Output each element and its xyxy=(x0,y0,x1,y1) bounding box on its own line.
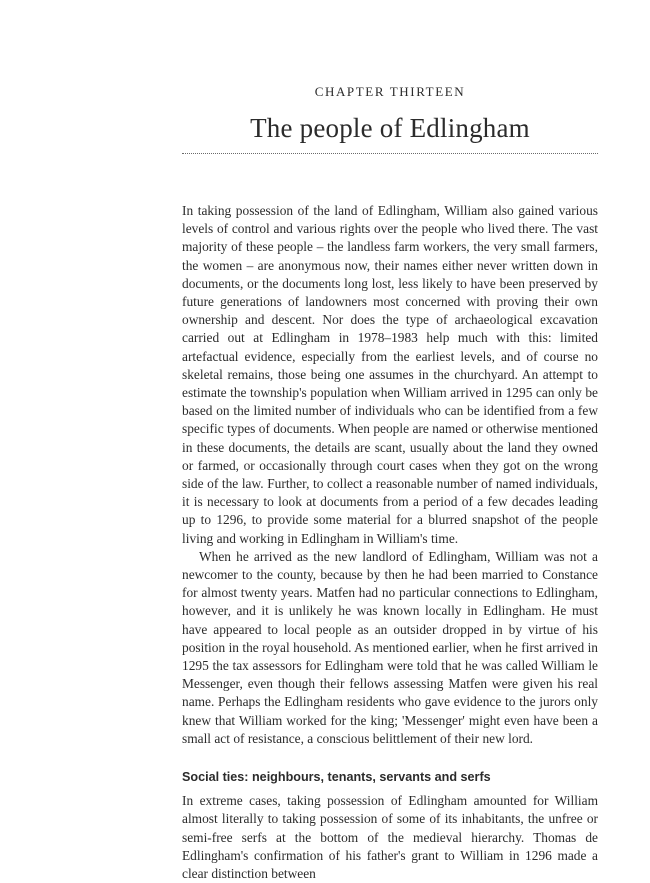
section-heading: Social ties: neighbours, tenants, servants and serfs xyxy=(182,770,491,785)
paragraph: When he arrived as the new landlord of Edlingham, William was not a newcomer to the county, because by then he had been married to Constance for almost twenty years. Matfen had no particular connections to Edlingham, however, and it is unlikely he was known locally in Edlingham. He must have appeared to local people as an outsider dropped in by virtue of his position in the royal household. As mentioned earlier, when he first arrived in 1295 the tax assessors for Edlingham were told that he was called William le Messenger, even though their fellows assessing Matfen were given his real name. Perhaps the Edlingham residents who gave evidence to the jurors only knew that William worked for the king; 'Messenger' might even have been a small act of resistance, a conscious belittlement of their new lord. xyxy=(182,548,598,746)
body-text xyxy=(182,202,598,883)
chapter-label: CHAPTER THIRTEEN xyxy=(314,84,466,99)
chapter-title: The people of Edlingham xyxy=(250,113,530,143)
paragraph: In taking possession of the land of Edlingham, William also gained various levels of control and various rights over the people who lived there. The vast majority of these people – the landless farm workers, the very small farmers, the women – are anonymous now, their names either never written down in documents, or the documents long lost, less likely to have been preserved by future generations of landowners most concerned with proving their own ownership and descent. Nor does the type of archaeological excavation carried out at Edlingham in 1978–1983 help much with this: limited artefactual evidence, especially from the earliest levels, and of course no skeletal remains, those being one assumes in the churchyard. An attempt to estimate the township's population when William arrived in 1295 can only be based on the limited number of individuals who can be identified from a few specific types of documents. When people are named or otherwise mentioned in these documents, the details are scant, usually about the land they owned or farmed, or occasionally through court cases when they got on the wrong side of the law. Further, to collect a reasonable number of named individuals, it is necessary to look at documents from a period of a few decades leading up to 1296, to provide some material for a blurred snapshot of the people living and working in Edlingham in William's time. xyxy=(182,203,598,546)
paragraph: In extreme cases, taking possession of Edlingham amounted for William almost literally to taking possession of some of its inhabitants, the unfree or semi-free serfs at the bottom of the medieval hierarchy. Thomas de Edlingham's confirmation of his father's grant to William in 1296 made a clear distinction between xyxy=(182,793,598,881)
title-divider xyxy=(182,153,598,154)
